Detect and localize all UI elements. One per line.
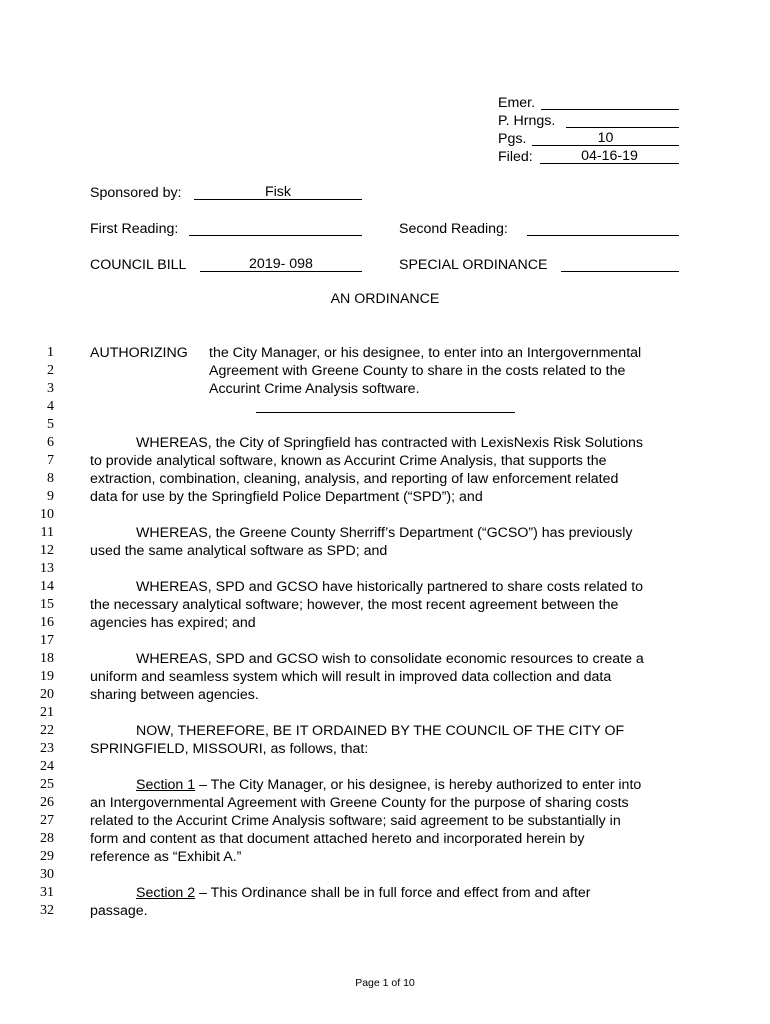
line-number: 1 (47, 345, 54, 360)
line-number: 17 (40, 633, 54, 648)
pgs-field: 10 (532, 130, 679, 146)
line-number: 3 (47, 381, 54, 396)
line-number: 12 (40, 543, 54, 558)
line-number: 10 (40, 507, 54, 522)
line-number: 28 (40, 831, 54, 846)
sponsor-label: Sponsored by: (90, 185, 182, 201)
line-number: 9 (47, 489, 54, 504)
line-number: 30 (40, 867, 54, 882)
line-number: 11 (40, 525, 54, 540)
body-line: uniform and seamless system which will result in improved data collection and data (90, 669, 612, 685)
line-number: 8 (47, 471, 54, 486)
line-number: 4 (47, 399, 54, 414)
body-line: passage. (90, 903, 148, 919)
line-number: 29 (40, 849, 54, 864)
body-line: data for use by the Springfield Police Department (“SPD”); and (90, 489, 483, 505)
body-line: reference as “Exhibit A.” (90, 849, 242, 865)
body-line: sharing between agencies. (90, 687, 259, 703)
line-number: 5 (47, 417, 54, 432)
second-reading-field (527, 220, 679, 236)
whereas-paragraph-2: WHEREAS, the Greene County Sherriff’s Department (“GCSO”) has previously (136, 525, 633, 541)
line-number: 20 (40, 687, 54, 702)
line-number: 26 (40, 795, 54, 810)
section-2-text: – This Ordinance shall be in full force and effect from and after (195, 885, 591, 901)
body-line: the necessary analytical software; however, the most recent agreement between the (90, 597, 619, 613)
line-number: 31 (40, 885, 54, 900)
body-line: SPRINGFIELD, MISSOURI, as follows, that: (90, 741, 369, 757)
second-reading-label: Second Reading: (399, 221, 508, 237)
section-1-label: Section 1 (136, 777, 196, 793)
line-number: 23 (40, 741, 54, 756)
section-1-line (90, 777, 641, 793)
line-number: 16 (40, 615, 54, 630)
line-number: 27 (40, 813, 54, 828)
line-number: 25 (40, 777, 54, 792)
ordained-paragraph: NOW, THEREFORE, BE IT ORDAINED BY THE COUNCIL OF THE CITY OF (136, 723, 625, 739)
authorizing-line: Accurint Crime Analysis software. (209, 381, 420, 397)
line-number: 7 (47, 453, 54, 468)
section-2-line (90, 885, 591, 901)
line-number: 18 (40, 651, 54, 666)
line-number: 21 (40, 705, 54, 720)
body-line: used the same analytical software as SPD; and (90, 543, 388, 559)
sponsor-field: Fisk (194, 184, 362, 200)
filed-label: Filed: (498, 149, 533, 165)
section-1-text: – The City Manager, or his designee, is hereby authorized to enter into (195, 777, 642, 793)
body-line: an Intergovernmental Agreement with Greene County for the purpose of sharing costs (90, 795, 629, 811)
special-ordinance-label: SPECIAL ORDINANCE (399, 257, 548, 273)
body-line: form and content as that document attached hereto and incorporated herein by (90, 831, 585, 847)
line-number: 24 (40, 759, 54, 774)
section-2-label: Section 2 (136, 885, 196, 901)
body-line: to provide analytical software, known as Accurint Crime Analysis, that supports the (90, 453, 607, 469)
body-line: related to the Accurint Crime Analysis software; said agreement to be substantially in (90, 813, 621, 829)
line-number: 2 (47, 363, 54, 378)
authorizing-line: Agreement with Greene County to share in the costs related to the (209, 363, 626, 379)
whereas-paragraph-4: WHEREAS, SPD and GCSO wish to consolidate economic resources to create a (136, 651, 644, 667)
line-number: 6 (47, 435, 54, 450)
hrngs-field (566, 112, 679, 128)
pgs-label: Pgs. (498, 131, 527, 147)
whereas-paragraph-3: WHEREAS, SPD and GCSO have historically partnered to share costs related to (136, 579, 644, 595)
council-bill-label: COUNCIL BILL (90, 257, 187, 273)
line-number: 19 (40, 669, 54, 684)
authorizing-keyword: AUTHORIZING (90, 345, 188, 361)
first-reading-label: First Reading: (90, 221, 179, 237)
whereas-paragraph-1: WHEREAS, the City of Springfield has contracted with LexisNexis Risk Solutions (136, 435, 644, 451)
line-number: 14 (40, 579, 54, 594)
authorizing-line: the City Manager, or his designee, to enter into an Intergovernmental (209, 345, 642, 361)
title-divider (256, 412, 515, 413)
line-number: 22 (40, 723, 54, 738)
first-reading-field (189, 220, 362, 236)
line-number: 32 (40, 903, 54, 918)
special-ordinance-field (561, 256, 679, 272)
hrngs-label: P. Hrngs. (498, 113, 556, 129)
ordinance-title: AN ORDINANCE (330, 291, 440, 307)
filed-field: 04-16-19 (540, 148, 679, 164)
body-line: agencies has expired; and (90, 615, 256, 631)
line-number: 13 (40, 561, 54, 576)
body-line: extraction, combination, cleaning, analysis, and reporting of law enforcement related (90, 471, 619, 487)
emer-label: Emer. (498, 95, 536, 111)
line-number: 15 (40, 597, 54, 612)
page-footer: Page 1 of 10 (355, 977, 415, 989)
council-bill-field: 2019- 098 (200, 256, 362, 272)
emer-field (541, 94, 679, 110)
